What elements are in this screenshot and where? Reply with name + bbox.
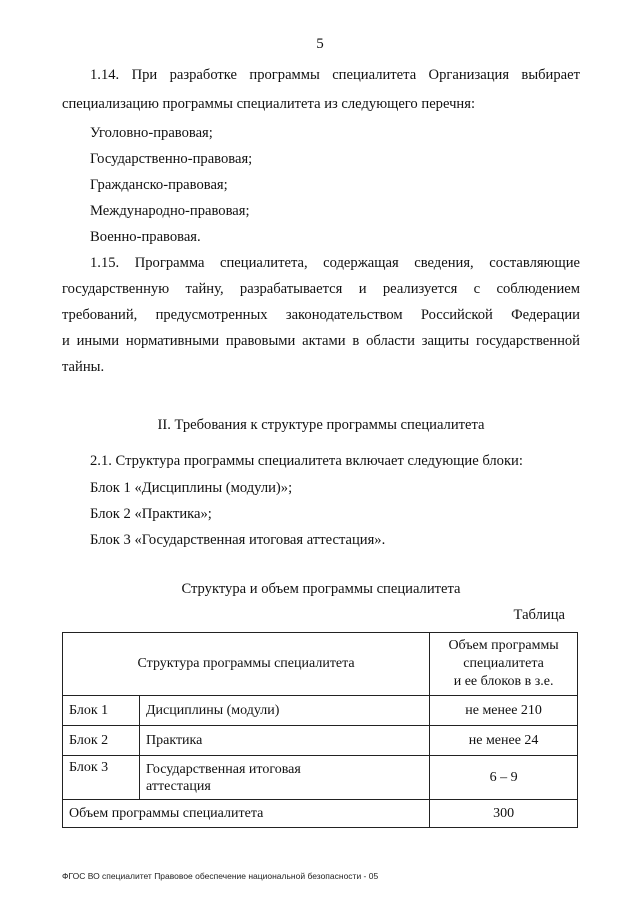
block-name-cell: Дисциплины (модули) bbox=[140, 696, 430, 726]
specialization-item: Военно-правовая. bbox=[90, 229, 201, 245]
page-footer: ФГОС ВО специалитет Правовое обеспечение национальной безопасности - 05 bbox=[62, 871, 379, 881]
block-name-line: Государственная итоговая bbox=[146, 761, 301, 777]
program-structure-table bbox=[62, 632, 578, 828]
paragraph-1-15-line-2: государственную тайну, разрабатывается и реализуется с соблюдением bbox=[62, 281, 580, 297]
header-volume-cell bbox=[430, 633, 578, 696]
page-number: 5 bbox=[316, 36, 324, 52]
total-value-cell: 300 bbox=[430, 800, 578, 828]
specialization-item: Уголовно-правовая; bbox=[90, 125, 213, 141]
section-title: II. Требования к структуре программы специалитета bbox=[157, 417, 485, 433]
block-item: Блок 1 «Дисциплины (модули)»; bbox=[90, 480, 293, 496]
block-name-cell bbox=[140, 756, 430, 800]
specialization-item: Международно-правовая; bbox=[90, 203, 250, 219]
header-volume-line: и ее блоков в з.е. bbox=[453, 674, 554, 689]
header-structure-cell bbox=[63, 633, 430, 696]
table-caption: Структура и объем программы специалитета bbox=[181, 581, 461, 597]
block-name-cell: Практика bbox=[140, 726, 430, 756]
table-label: Таблица bbox=[513, 607, 565, 623]
header-volume-line: специалитета bbox=[463, 656, 544, 671]
table-row bbox=[63, 696, 578, 726]
table-header-row bbox=[63, 633, 578, 696]
paragraph-2-1: 2.1. Структура программы специалитета включает следующие блоки: bbox=[90, 453, 523, 469]
block-volume-cell: не менее 24 bbox=[430, 726, 578, 756]
table-total-row bbox=[63, 800, 578, 828]
block-cell: Блок 2 bbox=[63, 726, 140, 756]
block-item: Блок 3 «Государственная итоговая аттестация». bbox=[90, 532, 386, 548]
block-volume-cell: не менее 210 bbox=[430, 696, 578, 726]
specialization-item: Гражданско-правовая; bbox=[90, 177, 228, 193]
block-item: Блок 2 «Практика»; bbox=[90, 506, 212, 522]
paragraph-1-15-line-3: требований, предусмотренных законодательством Российской Федерации bbox=[62, 307, 580, 323]
paragraph-1-14-line-2: специализацию программы специалитета из следующего перечня: bbox=[62, 96, 475, 112]
header-volume-line: Объем программы bbox=[448, 638, 559, 653]
total-label-cell: Объем программы специалитета bbox=[63, 800, 430, 828]
paragraph-1-15-line-4: и иными нормативными правовыми актами в области защиты государственной bbox=[62, 333, 580, 349]
paragraph-1-15-line-5: тайны. bbox=[62, 359, 105, 375]
table-row bbox=[63, 726, 578, 756]
header-structure-text: Структура программы специалитета bbox=[137, 656, 355, 671]
specialization-item: Государственно-правовая; bbox=[90, 151, 253, 167]
block-cell: Блок 1 bbox=[63, 696, 140, 726]
block-name-line: аттестация bbox=[146, 778, 211, 794]
paragraph-1-14-line-1: 1.14. При разработке программы специалитета Организация выбирает bbox=[90, 67, 580, 83]
block-cell: Блок 3 bbox=[63, 756, 140, 800]
paragraph-1-15-line-1: 1.15. Программа специалитета, содержащая сведения, составляющие bbox=[90, 255, 580, 271]
table-row bbox=[63, 756, 578, 800]
block-volume-cell: 6 – 9 bbox=[430, 756, 578, 800]
